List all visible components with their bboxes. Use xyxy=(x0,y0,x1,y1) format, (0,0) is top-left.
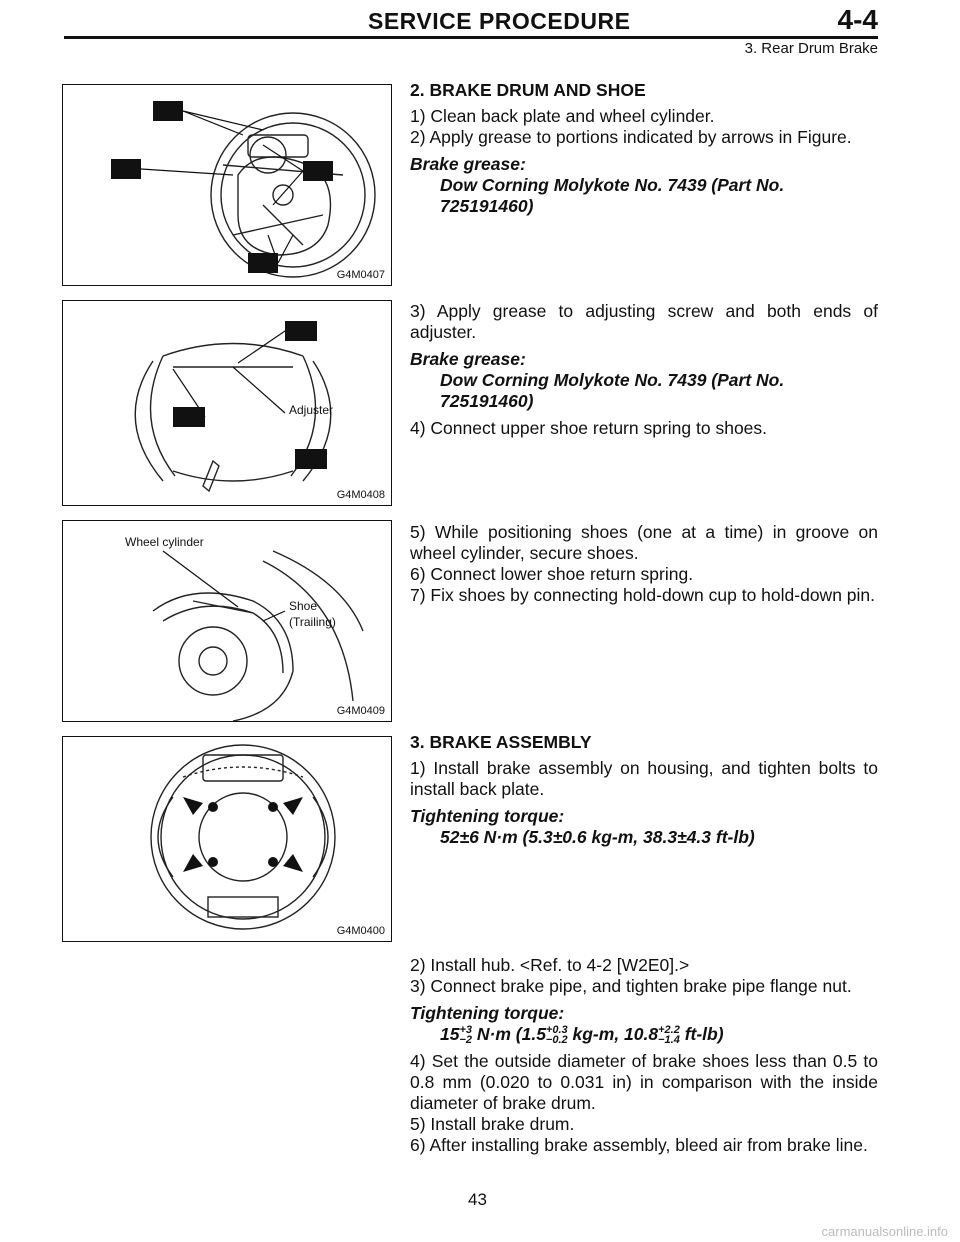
section-subtitle: 3. Rear Drum Brake xyxy=(744,40,878,57)
step-text: 3) Apply grease to adjusting screw and both ends of adjuster. xyxy=(410,301,878,342)
section-adjuster xyxy=(410,301,878,439)
figure-code: G4M0409 xyxy=(336,705,385,717)
grease-spec: Dow Corning Molykote No. 7439 (Part No. xyxy=(440,370,785,390)
figure-shoe-installation xyxy=(62,520,392,722)
shoe-label: Shoe xyxy=(289,599,318,613)
torque-label: Tightening torque: xyxy=(410,1003,565,1023)
wheel-cylinder-label: Wheel cylinder xyxy=(125,535,204,549)
figure-back-plate-grease xyxy=(62,84,392,286)
section-heading: 3. BRAKE ASSEMBLY xyxy=(410,732,592,752)
watermark-url: carmanualsonline.info xyxy=(821,1224,948,1239)
step-text: 6) After installing brake assembly, bleed air from brake line. xyxy=(410,1135,868,1156)
step-text: 3) Connect brake pipe, and tighten brake pipe flange nut. xyxy=(410,976,852,996)
grease-spec: 725191460) xyxy=(440,196,534,216)
figure-code: G4M0400 xyxy=(336,925,385,937)
torque-value: 15 +3 −2 N·m (1.5 +0.3 −0.2 kg-m, 10.8 +2.2 −1.4 ft-lb) xyxy=(440,1024,724,1047)
step-text: 1) Clean back plate and wheel cylinder. xyxy=(410,106,715,126)
step-text: 5) While positioning shoes (one at a time) in groove on wheel cylinder, secure shoes. xyxy=(410,522,878,563)
section-heading: 2. BRAKE DRUM AND SHOE xyxy=(410,80,646,100)
page-header-title: SERVICE PROCEDURE xyxy=(368,8,631,34)
step-text: 2) Install hub. <Ref. to 4-2 [W2E0].> xyxy=(410,955,690,975)
grease-label: Brake grease: xyxy=(410,349,526,369)
torque-value: 52±6 N·m (5.3±0.6 kg-m, 38.3±4.3 ft-lb) xyxy=(440,827,755,847)
figure-code: G4M0408 xyxy=(336,489,385,501)
figure-brake-assembly xyxy=(62,736,392,942)
step-text: 1) Install brake assembly on housing, and tighten bolts to install back plate. xyxy=(410,758,878,799)
back-plate-illustration xyxy=(63,85,393,287)
brake-assembly-illustration xyxy=(63,737,393,943)
section-shoe-position xyxy=(410,522,878,606)
figure-adjuster-grease xyxy=(62,300,392,506)
grease-label: Brake grease: xyxy=(410,154,526,174)
step-text: 5) Install brake drum. xyxy=(410,1114,575,1135)
grease-spec: 725191460) xyxy=(440,391,534,411)
section-brake-assembly xyxy=(410,732,878,848)
step-text: 2) Apply grease to portions indicated by arrows in Figure. xyxy=(410,127,852,147)
brake-shoe-illustration xyxy=(63,301,393,507)
shoe-installation-illustration xyxy=(63,521,393,723)
torque-label: Tightening torque: xyxy=(410,806,565,826)
header-rule xyxy=(64,36,878,39)
section-brake-drum-shoe xyxy=(410,80,878,217)
adjuster-label: Adjuster xyxy=(289,403,334,417)
step-text: 7) Fix shoes by connecting hold-down cup to hold-down pin. xyxy=(410,585,875,605)
step-text: 6) Connect lower shoe return spring. xyxy=(410,564,694,584)
figure-code: G4M0407 xyxy=(336,269,385,281)
step-text: 4) Set the outside diameter of brake shoes less than 0.5 to 0.8 mm (0.020 to 0.031 in) in comparison with the inside diameter of brake drum. xyxy=(410,1051,878,1114)
trailing-label: (Trailing) xyxy=(289,615,336,629)
section-number: 4-4 xyxy=(837,4,878,35)
step-text: 4) Connect upper shoe return spring to shoes. xyxy=(410,418,768,438)
grease-spec: Dow Corning Molykote No. 7439 (Part No. xyxy=(440,175,785,195)
page-number: 43 xyxy=(468,1190,487,1209)
section-final-steps xyxy=(410,955,878,1156)
